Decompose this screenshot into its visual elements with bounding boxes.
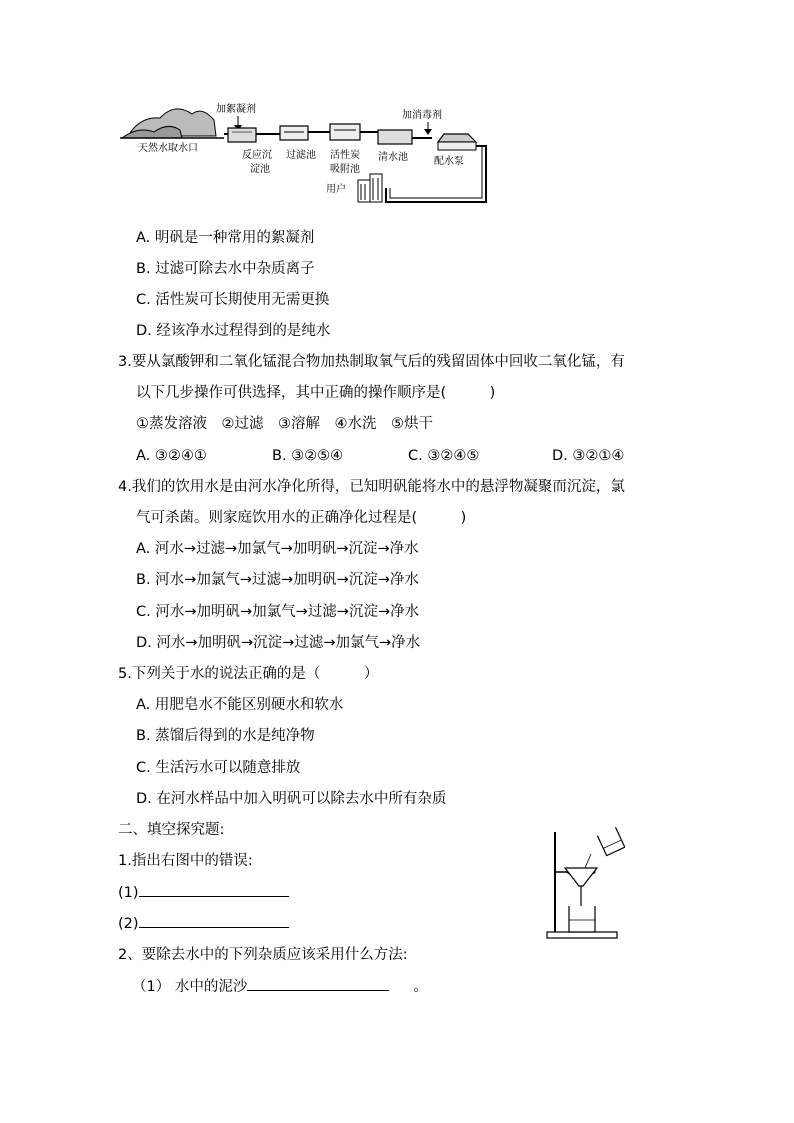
label-user: 用户	[326, 184, 346, 195]
water-source-illustration	[120, 109, 224, 138]
q5-option-b: B. 蒸馏后得到的水是纯净物	[136, 728, 315, 744]
q3-stem-line2: 以下几步操作可供选择，其中正确的操作顺序是( )	[136, 385, 496, 401]
fill-q2-item1-blank[interactable]	[247, 976, 389, 991]
q4-option-d: D. 河水→加明矾→沉淀→过滤→加氯气→净水	[136, 635, 421, 651]
q2-option-d: D. 经该净水过程得到的是纯水	[136, 323, 331, 339]
fill-q2-item1-end: 。	[413, 979, 428, 995]
q3-option-d: D. ③②①④	[552, 448, 625, 464]
q5-option-a: A. 用肥皂水不能区别硬水和软水	[136, 697, 344, 713]
q3-option-a: A. ③②④①	[136, 448, 207, 464]
label-carbon-tank-1: 活性炭	[330, 150, 360, 161]
label-pump: 配水泵	[434, 156, 464, 167]
q4-stem-line2: 气可杀菌。则家庭饮用水的正确净化过程是( )	[136, 510, 467, 526]
q5-option-d: D. 在河水样品中加入明矾可以除去水中所有杂质	[136, 791, 447, 807]
label-filter-tank: 过滤池	[286, 150, 316, 161]
fill-q1-blank2[interactable]	[139, 913, 289, 928]
fill-q1-blank2-row	[118, 913, 289, 934]
q2-option-c: C. 活性炭可长期使用无需更换	[136, 292, 330, 308]
q3-option-c: C. ③②④⑤	[408, 448, 480, 464]
label-coagulant: 加絮凝剂	[216, 104, 256, 115]
fill-q1-blank1[interactable]	[139, 882, 289, 897]
q4-option-a: A. 河水→过滤→加氯气→加明矾→沉淀→净水	[136, 541, 419, 557]
q3-stem-line1: 3.要从氯酸钾和二氧化锰混合物加热制取氧气后的残留固体中回收二氧化锰，有	[118, 354, 625, 370]
label-reaction-tank-1: 反应沉	[242, 150, 272, 161]
section2-heading: 二、填空探究题:	[118, 822, 225, 838]
fill-q1-blank1-row	[118, 882, 289, 903]
q3-option-b: B. ③②⑤④	[272, 448, 344, 464]
fill-q1-stem: 1.指出右图中的错误:	[118, 853, 253, 869]
q2-option-b: B. 过滤可除去水中杂质离子	[136, 261, 315, 277]
q3-steps: ①蒸发溶液 ②过滤 ③溶解 ④水洗 ⑤烘干	[136, 416, 433, 432]
q4-option-c: C. 河水→加明矾→加氯气→过滤→沉淀→净水	[136, 604, 420, 620]
fill-q1-blank2-label: (2)	[118, 916, 139, 932]
fill-q2-item1-text: 水中的泥沙	[174, 979, 248, 995]
label-clear-tank: 清水池	[378, 152, 408, 163]
q2-option-a: A. 明矾是一种常用的絮凝剂	[136, 230, 315, 246]
label-source: 天然水取水口	[138, 143, 198, 154]
q4-stem-line1: 4.我们的饮用水是由河水净化所得，已知明矾能将水中的悬浮物凝聚而沉淀，氯	[118, 479, 625, 495]
fill-q1-blank1-label: (1)	[118, 885, 139, 901]
label-reaction-tank-2: 淀池	[250, 164, 270, 175]
fill-q2-stem: 2、要除去水中的下列杂质应该采用什么方法:	[118, 947, 408, 963]
q5-option-c: C. 生活污水可以随意排放	[136, 760, 301, 776]
fill-q2-item1-row	[132, 976, 428, 997]
label-carbon-tank-2: 吸附池	[330, 164, 360, 175]
filtration-apparatus-illustration	[545, 824, 625, 944]
fill-q2-item1-num: （1）	[132, 979, 171, 995]
q5-stem: 5.下列关于水的说法正确的是（ ）	[118, 666, 379, 682]
label-disinfectant: 加消毒剂	[402, 110, 442, 121]
water-treatment-diagram	[120, 98, 500, 216]
q4-option-b: B. 河水→加氯气→过滤→加明矾→沉淀→净水	[136, 572, 419, 588]
